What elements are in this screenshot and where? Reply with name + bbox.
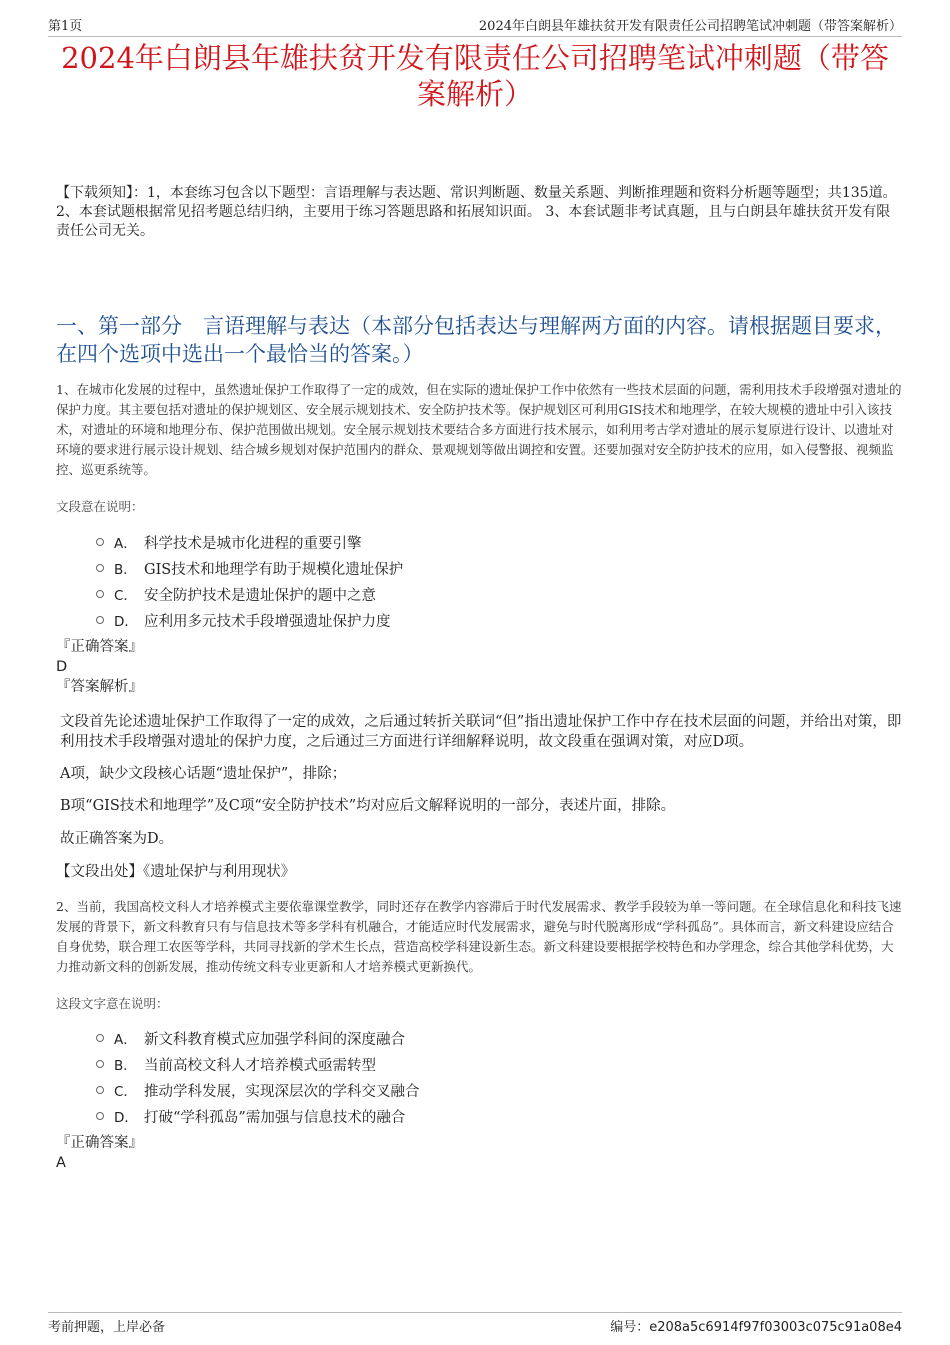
radio-icon[interactable] [96,590,104,598]
answer-label: 『正确答案』 [56,1135,143,1151]
page-number: 第1页 [48,19,83,34]
option-c[interactable] [96,1077,420,1103]
option-text: GIS技术和地理学有助于规模化遗址保护 [144,561,404,578]
footer-slogan: 考前押题，上岸必备 [48,1320,166,1335]
page-footer [48,1312,902,1335]
option-a[interactable] [96,529,403,555]
option-b[interactable] [96,1051,420,1077]
analysis-paragraph: 故正确答案为D。 [60,831,174,847]
option-text: 应利用多元技术手段增强遗址保护力度 [144,613,391,630]
radio-icon[interactable] [96,616,104,624]
option-letter: A． [114,1032,137,1048]
option-letter: D． [114,614,138,630]
answer-label: 『正确答案』 [56,639,143,655]
document-code [610,1316,902,1335]
radio-icon[interactable] [96,1086,104,1094]
option-a[interactable] [96,1025,420,1051]
option-letter: B． [114,562,137,578]
radio-icon[interactable] [96,1112,104,1120]
source-citation: 【文段出处】《遗址保护与利用现状》 [56,864,296,880]
option-letter: A． [114,536,137,552]
analysis-paragraph: A项，缺少文段核心话题“遗址保护”，排除； [60,766,347,782]
option-letter: B． [114,1058,137,1074]
page-header [48,14,902,37]
code-value: e208a5c6914f97f03003c075c91a08e4 [649,1320,902,1335]
radio-icon[interactable] [96,1060,104,1068]
question-1-options [96,529,403,633]
option-d[interactable] [96,607,403,633]
option-text: 推动学科发展，实现深层次的学科交叉融合 [144,1083,420,1100]
question-2-stem: 2、当前，我国高校文科人才培养模式主要依靠课堂教学，同时还存在教学内容滞后于时代发展需求、教学手段较为单一等问题。在全球信息化和科技飞速发展的背景下，新文科教育只有与信息技术等多学科有机融合，才能适应时代发展需求，避免与时代脱离形成“学科孤岛”。具体而言，新文科建设应结合自身优势，联合理工农医等学科，共同寻找新的学术生长点，营造高校学科建设新生态。新文科建设要根据学校特色和办学理念，综合其他学科优势，大力推动新文科的创新发展，推动传统文科专业更新和人才培养模式更新换代。 [56,899,902,974]
option-letter: C． [114,588,137,604]
option-text: 打破“学科孤岛”需加强与信息技术的融合 [144,1109,406,1126]
option-text: 当前高校文科人才培养模式亟需转型 [144,1057,376,1074]
header-doc-title: 2024年白朗县年雄扶贫开发有限责任公司招聘笔试冲刺题（带答案解析） [478,19,902,34]
document-title: 2024年白朗县年雄扶贫开发有限责任公司招聘笔试冲刺题（带答案解析） [61,41,889,111]
download-notice: 【下载须知】：1，本套练习包含以下题型：言语理解与表达题、常识判断题、数量关系题、判断推理题和资料分析题等题型；共135道。 2、本套试题根据常见招考题总结归纳，主要用于练习答题思路和拓展知识面。 3、本套试题非考试真题，且与白朗县年雄扶贫开发有限责任公司无关。 [56,185,897,239]
option-text: 新文科教育模式应加强学科间的深度融合 [144,1031,405,1048]
option-c[interactable] [96,581,403,607]
analysis-paragraph: 文段首先论述遗址保护工作取得了一定的成效，之后通过转折关联词“但”指出遗址保护工作中存在技术层面的问题，并给出对策，即利用技术手段增强对遗址的保护力度，之后通过三方面进行详细解释说明，故文段重在强调对策，对应D项。 [60,714,902,750]
option-letter: C． [114,1084,137,1100]
option-letter: D． [114,1110,138,1126]
radio-icon[interactable] [96,564,104,572]
option-text: 安全防护技术是遗址保护的题中之意 [144,587,376,604]
section-title: 一、第一部分 言语理解与表达（本部分包括表达与理解两方面的内容。请根据题目要求，在四个选项中选出一个最恰当的答案。） [56,314,896,366]
question-2-options [96,1025,420,1129]
radio-icon[interactable] [96,1034,104,1042]
question-1-prompt: 文段意在说明： [56,499,144,514]
option-b[interactable] [96,555,403,581]
question-2-prompt: 这段文字意在说明： [56,996,169,1011]
radio-icon[interactable] [96,538,104,546]
answer-value: D [56,659,68,675]
option-text: 科学技术是城市化进程的重要引擎 [144,535,362,552]
answer-value: A [56,1155,66,1171]
question-1-stem: 1、在城市化发展的过程中，虽然遗址保护工作取得了一定的成效，但在实际的遗址保护工作中依然有一些技术层面的问题，需利用技术手段增强对遗址的保护力度。其主要包括对遗址的保护规划区、安全展示规划技术、安全防护技术等。保护规划区可利用GIS技术和地理学，在较大规模的遗址中引入该技术，对遗址的环境和地理分布、保护范围做出规划。安全展示规划技术要结合多方面进行技术展示，如利用考古学对遗址的展示复原进行设计、以遗址对环境的要求进行展示设计规划、结合城乡规划对保护范围内的群众、景观规划等做出调控和安置。还要加强对安全防护技术的应用，如入侵警报、视频监控、巡更系统等。 [56,382,902,477]
analysis-label: 『答案解析』 [56,679,143,695]
option-d[interactable] [96,1103,420,1129]
analysis-paragraph: B项“GIS技术和地理学”及C项“安全防护技术”均对应后文解释说明的一部分，表述片面，排除。 [60,798,676,814]
code-label: 编号： [610,1320,650,1335]
